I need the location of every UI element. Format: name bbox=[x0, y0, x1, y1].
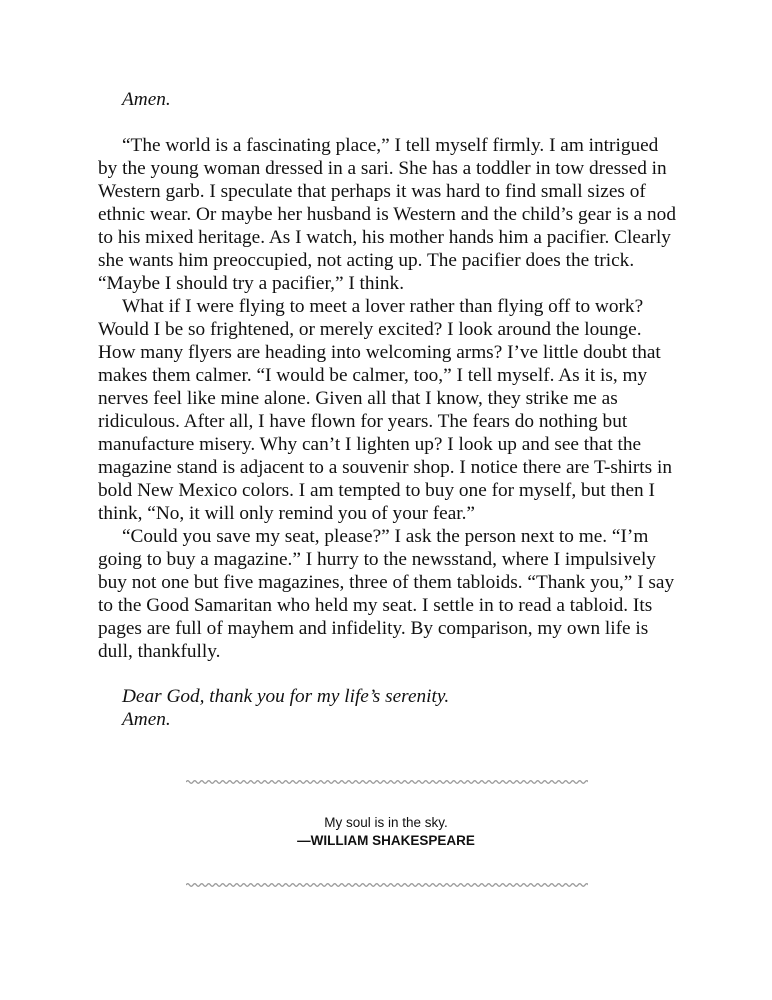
epigraph bbox=[0, 814, 772, 850]
closing-prayer-amen: Amen. bbox=[122, 709, 171, 730]
closing-prayer bbox=[98, 685, 678, 731]
closing-prayer-line: Dear God, thank you for my life’s serenity. bbox=[122, 686, 450, 707]
paragraph: “The world is a fascinating place,” I tell myself firmly. I am intrigued by the young woman dressed in a sari. She has a toddler in tow dressed in Western garb. I speculate that perhaps it was hard to find small sizes of ethnic wear. Or maybe her husband is Western and the child’s gear is a nod to his mixed heritage. As I watch, his mother hands him a pacifier. Clearly she wants him preoccupied, not acting up. The pacifier does the trick. “Maybe I should try a pacifier,” I think. bbox=[98, 135, 676, 294]
opening-prayer bbox=[98, 88, 678, 111]
epigraph-text: My soul is in the sky. bbox=[324, 815, 448, 830]
paragraph: What if I were flying to meet a lover rather than flying off to work? Would I be so frightened, or merely excited? I look around the lounge. How many flyers are heading into welcoming arms? I’ve little doubt that makes them calmer. “I would be calmer, too,” I tell myself. As it is, my nerves feel like mine alone. Given all that I know, they strike me as ridiculous. After all, I have flown for years. The fears do nothing but manufacture misery. Why can’t I lighten up? I look up and see that the magazine stand is adjacent to a souvenir shop. I notice there are T-shirts in bold New Mexico colors. I am tempted to buy one for myself, but then I think, “No, it will only remind you of your fear.” bbox=[98, 296, 672, 524]
epigraph-author: —WILLIAM SHAKESPEARE bbox=[297, 833, 475, 848]
opening-prayer-line: Amen. bbox=[122, 89, 171, 110]
wave-divider-bottom bbox=[186, 881, 588, 889]
page-body bbox=[98, 88, 678, 731]
wave-divider-top bbox=[186, 778, 588, 786]
paragraph: “Could you save my seat, please?” I ask the person next to me. “I’m going to buy a magazine.” I hurry to the newsstand, where I impulsively buy not one but five magazines, three of them tabloids. “Thank you,” I say to the Good Samaritan who held my seat. I settle in to read a tabloid. Its pages are full of mayhem and infidelity. By comparison, my own life is dull, thankfully. bbox=[98, 526, 675, 662]
